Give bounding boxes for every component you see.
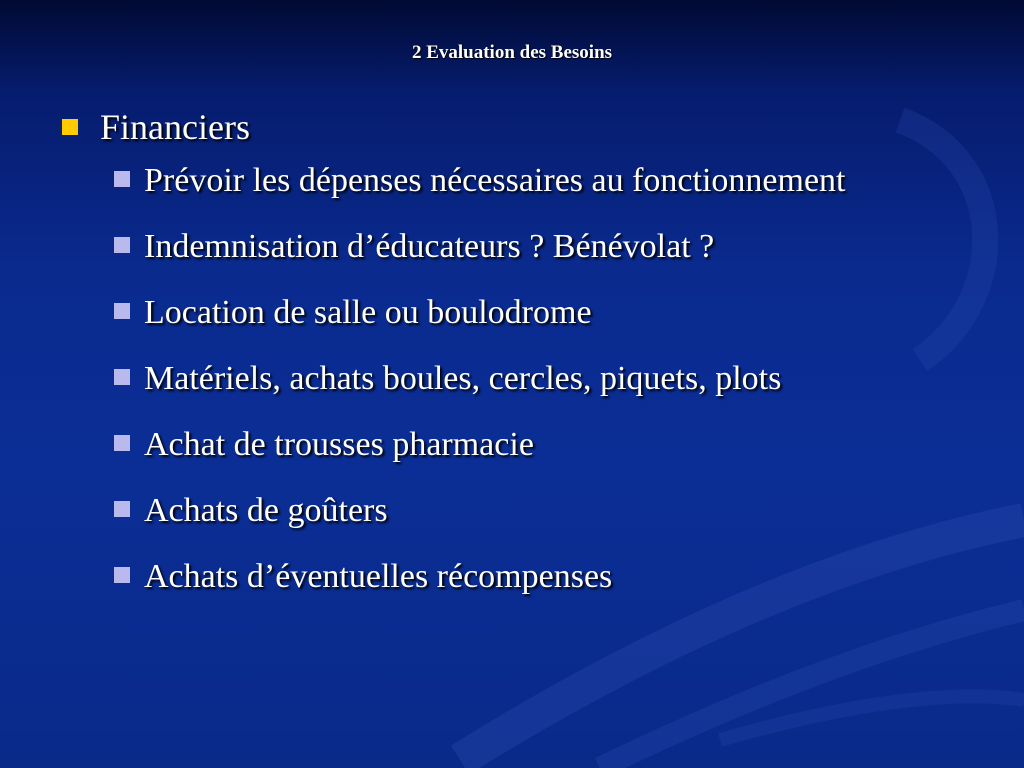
square-bullet-icon	[114, 435, 130, 451]
slide-title: 2 Evaluation des Besoins	[411, 42, 613, 63]
list-item	[114, 424, 992, 466]
list-item	[114, 226, 992, 268]
heading-text: Financiers	[100, 107, 250, 147]
slide-content	[62, 106, 992, 622]
list-item-text: Indemnisation d’éducateurs ? Bénévolat ?	[144, 228, 715, 265]
list-item	[114, 292, 992, 334]
square-bullet-icon	[114, 369, 130, 385]
list-item-text: Matériels, achats boules, cercles, piquets, plots	[144, 360, 782, 397]
list-item-text: Achats de goûters	[144, 492, 388, 529]
list-item	[114, 160, 992, 202]
list-item-text: Achats d’éventuelles récompenses	[144, 558, 613, 595]
square-bullet-icon	[114, 171, 130, 187]
list-item-text: Achat de trousses pharmacie	[144, 426, 534, 463]
square-bullet-icon	[114, 501, 130, 517]
square-bullet-icon	[114, 567, 130, 583]
list-item-text: Prévoir les dépenses nécessaires au fonctionnement	[144, 162, 846, 199]
list-item	[114, 556, 992, 598]
list-item-text: Location de salle ou boulodrome	[144, 294, 592, 331]
square-bullet-icon	[114, 303, 130, 319]
square-bullet-icon	[114, 237, 130, 253]
list-item	[114, 358, 992, 400]
bullet-heading	[62, 106, 992, 148]
list-item	[114, 490, 992, 532]
square-bullet-icon	[62, 119, 78, 135]
